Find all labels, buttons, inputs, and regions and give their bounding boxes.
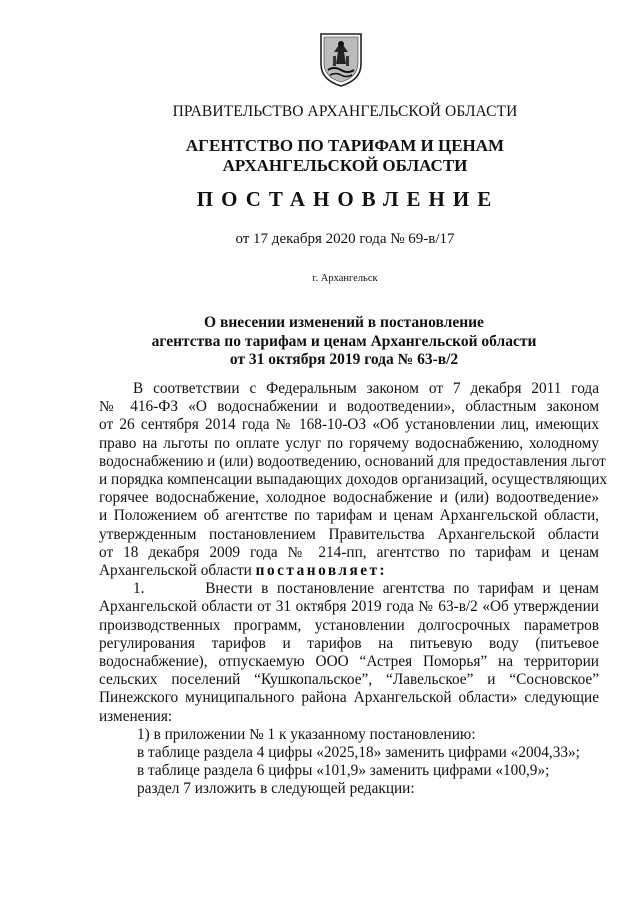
government-title: ПРАВИТЕЛЬСТВО АРХАНГЕЛЬСКОЙ ОБЛАСТИ [172, 103, 518, 120]
preamble-line: горячее водоснабжение, холодное водоснабжение и (или) водоотведение» [99, 489, 599, 507]
change-line-2: в таблице раздела 6 цифры «101,9» заменить цифрами «100,9»; [137, 762, 550, 780]
preamble-line: от 18 декабря 2009 года № 214-пп, агентство по тарифам и ценам [99, 543, 599, 561]
preamble-line: от 26 сентября 2014 года № 168-10-ОЗ «Об установлении лиц, имеющих [99, 416, 599, 434]
agency-title-line2: АРХАНГЕЛЬСКОЙ ОБЛАСТИ [222, 156, 468, 175]
resolves-keyword: постановляет: [255, 562, 388, 580]
agency-title-line1: АГЕНТСТВО ПО ТАРИФАМ И ЦЕНАМ [185, 136, 505, 155]
document-city: г. Архангельск [312, 273, 378, 284]
item-1-paragraph [99, 580, 599, 726]
preamble-line: право на льготы по оплате услуг по горячему водоснабжению, холодному [99, 434, 599, 452]
item-1-line: сельских поселений “Кушкопальское”, “Лавельское” и “Сосновское” [99, 671, 599, 689]
preamble-paragraph [99, 380, 608, 580]
preamble-line: утвержденным постановлением Правительства Архангельской области [99, 525, 599, 543]
subject-line3: от 31 октября 2019 года № 63-в/2 [229, 351, 459, 368]
coat-of-arms-emblem [318, 30, 364, 88]
preamble-last-text: Архангельской области [99, 562, 256, 580]
item-1-line: изменения: [99, 707, 173, 725]
item-1-line: производственных программ, установлении долгосрочных параметров [99, 616, 599, 634]
preamble-line: водоснабжению и (или) водоотведению, оснований для предоставления льгот [99, 452, 606, 470]
subject-line1: О внесении изменений в постановление [204, 314, 484, 331]
preamble-last-line [99, 562, 599, 580]
preamble-line: № 416-ФЗ «О водоснабжении и водоотведении», областным законом [99, 398, 599, 416]
document-type: ПОСТАНОВЛЕНИЕ [196, 187, 500, 211]
item-1-line: 1. Внести в постановление агентства по тарифам и ценам [133, 580, 599, 598]
document-subject [0, 314, 640, 370]
item-1-line: Архангельской области от 31 октября 2019 года № 63-в/2 «Об утверждении [99, 598, 599, 616]
subject-line2: агентства по тарифам и ценам Архангельской области [151, 332, 537, 350]
change-line-3: раздел 7 изложить в следующей редакции: [137, 780, 415, 798]
item-1-line: водоснабжение), отпускаемую ООО “Астрея Поморья” на территории [99, 653, 599, 671]
preamble-line: и Положением об агентстве по тарифам и ценам Архангельской области, [99, 507, 599, 525]
preamble-line: и порядка компенсации выпадающих доходов организаций, осуществляющих [99, 471, 608, 489]
agency-title [0, 136, 640, 176]
preamble-line: В соответствии с Федеральным законом от 7 декабря 2011 года [133, 380, 599, 397]
change-line-1: в таблице раздела 4 цифры «2025,18» заменить цифрами «2004,33»; [137, 744, 580, 762]
item-1-line: Пинежского муниципального района Архангельской области» следующие [99, 689, 599, 707]
item-1-line: регулирования тарифов и тарифов на питьевую воду (питьевое [99, 634, 599, 652]
document-number-date: от 17 декабря 2020 года № 69-в/17 [235, 231, 455, 247]
sub-item-1: 1) в приложении № 1 к указанному постановлению: [137, 725, 476, 743]
document-body [99, 380, 608, 799]
